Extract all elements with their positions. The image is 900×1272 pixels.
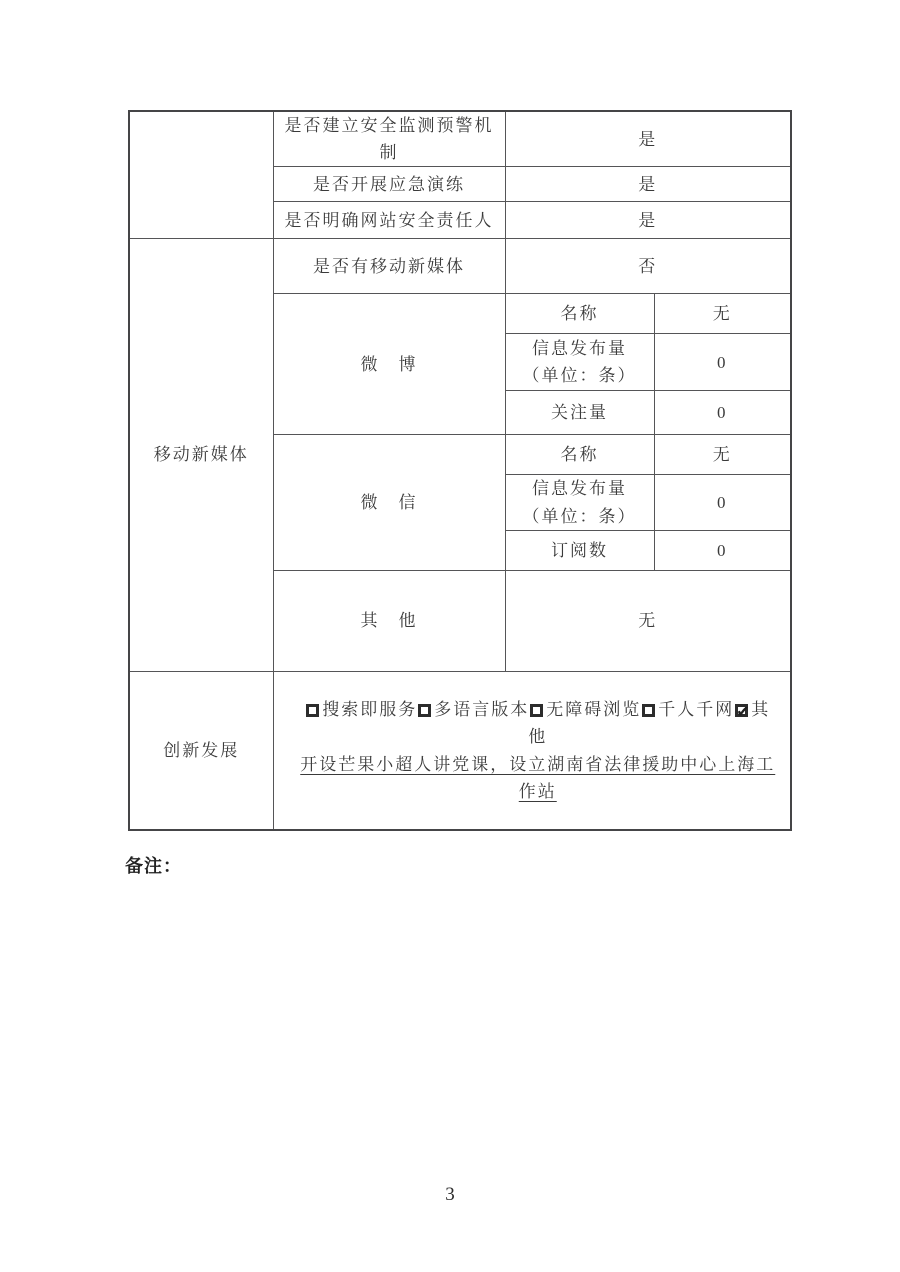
weixin-post-count-label: 信息发布量（单位：条） bbox=[505, 475, 654, 530]
checkbox-qianrenqianwang-icon bbox=[642, 704, 655, 717]
innovation-option-label: 其他 bbox=[528, 700, 771, 747]
checkbox-multilanguage-icon bbox=[418, 704, 431, 717]
weibo-name-label: 名称 bbox=[505, 294, 654, 334]
checkbox-search-service-icon bbox=[306, 704, 319, 717]
weixin-subscribers-label: 订阅数 bbox=[505, 530, 654, 570]
question-emergency-drill: 是否开展应急演练 bbox=[273, 167, 505, 202]
innovation-option-accessibility bbox=[529, 700, 641, 719]
answer-emergency-drill: 是 bbox=[505, 167, 791, 202]
innovation-option-label: 搜索即服务 bbox=[322, 700, 418, 720]
innovation-content-cell bbox=[273, 671, 791, 830]
remark-label: 备注： bbox=[125, 856, 182, 876]
innovation-option-multilanguage bbox=[417, 700, 529, 719]
answer-security-responsible-person: 是 bbox=[505, 202, 791, 239]
question-security-monitoring: 是否建立安全监测预警机制 bbox=[273, 111, 505, 167]
weibo-name-value: 无 bbox=[654, 294, 791, 334]
innovation-option-label: 无障碍浏览 bbox=[546, 700, 642, 720]
innovation-option-label: 千人千网 bbox=[658, 700, 735, 720]
weixin-name-value: 无 bbox=[654, 435, 791, 475]
question-security-responsible-person: 是否明确网站安全责任人 bbox=[273, 202, 505, 239]
weibo-post-count-value: 0 bbox=[654, 334, 791, 391]
section-header-innovation: 创新发展 bbox=[129, 671, 273, 830]
answer-security-monitoring: 是 bbox=[505, 111, 791, 167]
annual-report-table bbox=[128, 110, 792, 831]
answer-has-mobile-media: 否 bbox=[505, 239, 791, 294]
weibo-header: 微 博 bbox=[273, 294, 505, 435]
checkbox-accessibility-icon bbox=[530, 704, 543, 717]
checkbox-other-icon bbox=[735, 704, 748, 717]
section-header-mobile-media: 移动新媒体 bbox=[129, 239, 273, 671]
weibo-followers-label: 关注量 bbox=[505, 391, 654, 435]
innovation-option-search-service bbox=[305, 700, 417, 719]
weibo-post-count-label: 信息发布量（单位：条） bbox=[505, 334, 654, 391]
weibo-followers-value: 0 bbox=[654, 391, 791, 435]
other-media-label: 其 他 bbox=[273, 570, 505, 671]
page-number: 3 bbox=[445, 1184, 455, 1205]
section-header-empty-cell bbox=[129, 111, 273, 239]
innovation-option-label: 多语言版本 bbox=[434, 700, 530, 720]
weixin-name-label: 名称 bbox=[505, 435, 654, 475]
weixin-header: 微 信 bbox=[273, 435, 505, 570]
innovation-option-qianrenqianwang bbox=[641, 700, 734, 719]
other-media-value: 无 bbox=[505, 570, 791, 671]
question-has-mobile-media: 是否有移动新媒体 bbox=[273, 239, 505, 294]
weixin-post-count-value: 0 bbox=[654, 475, 791, 530]
innovation-other-detail: 开设芒果小超人讲党课，设立湖南省法律援助中心上海工作站 bbox=[300, 754, 776, 801]
weixin-subscribers-value: 0 bbox=[654, 530, 791, 570]
